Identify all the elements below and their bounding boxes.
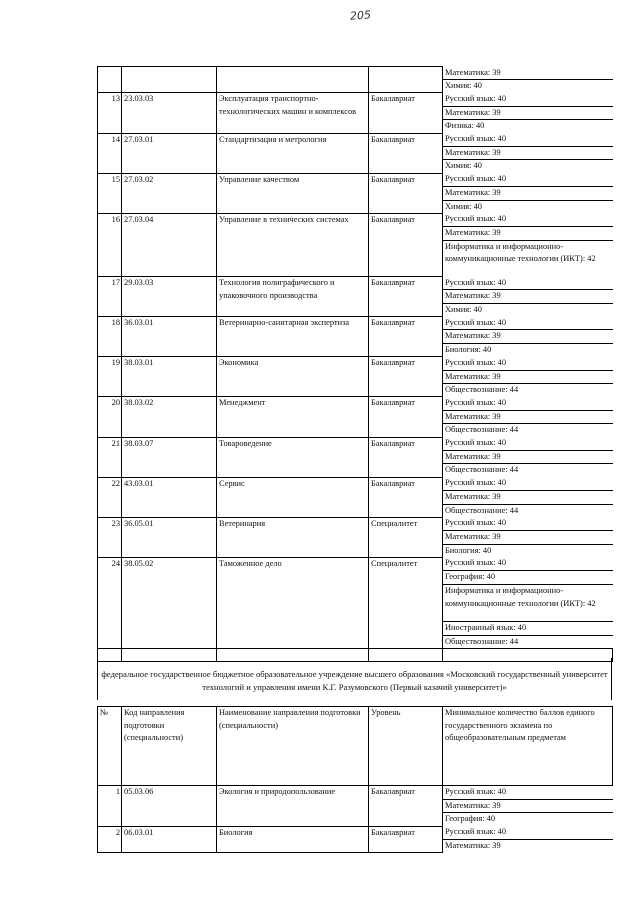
direction-name: Биология (217, 826, 369, 852)
table-row (98, 557, 613, 648)
row-number: 22 (98, 477, 122, 517)
education-level: Бакалавриат (369, 477, 443, 517)
subject-score: Русский язык: 40 (443, 397, 613, 410)
row-number: 23 (98, 517, 122, 557)
subject-score: Математика: 39 (443, 67, 613, 80)
header-level: Уровень (369, 707, 443, 786)
direction-code: 38.03.02 (122, 397, 217, 437)
direction-name: Менеджмент (217, 397, 369, 437)
education-level: Бакалавриат (369, 437, 443, 477)
subject-score: Математика: 39 (443, 226, 613, 240)
subject-score: Химия: 40 (445, 161, 482, 171)
table-header-row (98, 707, 613, 786)
table-row (98, 213, 613, 276)
subject-score: Русский язык: 40 (443, 93, 613, 106)
education-level: Бакалавриат (369, 786, 443, 827)
direction-name: Стандартизация и метрология (217, 133, 369, 173)
table-row (98, 173, 613, 213)
subject-score: Обществознание: 44 (445, 465, 519, 475)
subject-score: Обществознание: 44 (445, 385, 519, 395)
subject-score: Русский язык: 40 (443, 826, 613, 839)
education-level (369, 67, 443, 93)
education-level: Бакалавриат (369, 93, 443, 133)
subject-score: Русский язык: 40 (443, 317, 613, 330)
subject-score: Обществознание: 44 (445, 505, 519, 515)
direction-code: 36.03.01 (122, 317, 217, 357)
direction-code: 06.03.01 (122, 826, 217, 852)
page-number: 205 (349, 8, 372, 23)
subject-list (443, 477, 613, 517)
direction-code: 05.03.06 (122, 786, 217, 827)
subject-score: Русский язык: 40 (443, 213, 613, 226)
education-level: Бакалавриат (369, 213, 443, 276)
direction-name: Таможенное дело (217, 557, 369, 648)
education-level: Бакалавриат (369, 357, 443, 397)
subject-score: Математика: 39 (443, 330, 613, 344)
education-level: Специалитет (369, 517, 443, 557)
row-number: 15 (98, 173, 122, 213)
subject-score: Информатика и информационно-коммуникационные технологии (ИКТ): 42 (445, 241, 596, 264)
subject-score: Математика: 39 (443, 290, 613, 304)
subject-list (443, 317, 613, 357)
subject-score: Математика: 39 (443, 370, 613, 384)
subject-score: Математика: 39 (443, 450, 613, 464)
table-row (98, 477, 613, 517)
direction-name: Технология полиграфического и упаковочного производства (217, 277, 369, 317)
row-number: 18 (98, 317, 122, 357)
direction-code: 38.03.07 (122, 437, 217, 477)
table-row (98, 786, 613, 827)
education-level: Бакалавриат (369, 133, 443, 173)
subject-score: Химия: 40 (445, 305, 482, 315)
row-number: 14 (98, 133, 122, 173)
subject-score: Математика: 39 (443, 106, 613, 120)
subject-score: Математика: 39 (443, 490, 613, 504)
subject-score: Русский язык: 40 (443, 477, 613, 490)
subject-score: География: 40 (443, 571, 613, 585)
row-number: 17 (98, 277, 122, 317)
direction-code: 38.05.02 (122, 557, 217, 648)
direction-code: 43.03.01 (122, 477, 217, 517)
subject-list (443, 397, 613, 437)
direction-name: Ветеринария (217, 517, 369, 557)
row-number: 20 (98, 397, 122, 437)
table-row (98, 133, 613, 173)
direction-code: 36.05.01 (122, 517, 217, 557)
subject-score: Химия: 40 (445, 81, 482, 91)
subject-list (443, 826, 613, 852)
subject-score: Математика: 39 (443, 410, 613, 424)
header-name: Наименование направления подготовки (специальности) (217, 707, 369, 786)
direction-name: Эксплуатация транспортно-технологических машин и комплексов (217, 93, 369, 133)
subject-score: Химия: 40 (445, 201, 482, 211)
subject-score: Русский язык: 40 (443, 277, 613, 290)
subject-score: Русский язык: 40 (443, 786, 613, 799)
subject-score: Математика: 39 (443, 186, 613, 200)
subject-list (443, 133, 613, 173)
subject-list (443, 786, 613, 827)
admission-table-university (97, 706, 613, 853)
subject-list (443, 517, 613, 557)
header-subjects: Минимальное количество баллов единого государственного экзамена по общеобразовательным предметам (443, 707, 613, 786)
subject-score: Физика: 40 (445, 121, 485, 131)
subject-score: Русский язык: 40 (443, 437, 613, 450)
direction-code: 27.03.04 (122, 213, 217, 276)
subject-score: Биология: 40 (445, 545, 492, 555)
direction-name: Ветеринарно-санитарная экспертиза (217, 317, 369, 357)
table-row (98, 317, 613, 357)
direction-name: Экология и природопользование (217, 786, 369, 827)
education-level: Бакалавриат (369, 317, 443, 357)
subject-score: Математика: 39 (443, 146, 613, 160)
direction-name (217, 67, 369, 93)
subject-score: Иностранный язык: 40 (443, 621, 613, 635)
organization-title: федеральное государственное бюджетное образовательное учреждение высшего образования «Московский государственный университет технологий и управления имени К.Г. Разумовского (Первый казачий университет)» (101, 669, 608, 692)
subject-score: Русский язык: 40 (443, 133, 613, 146)
subject-score: География: 40 (445, 814, 496, 824)
direction-name: Управление качеством (217, 173, 369, 213)
direction-code (122, 67, 217, 93)
subject-score: Информатика и информационно-коммуникационные технологии (ИКТ): 42 (443, 584, 613, 621)
direction-code: 38.03.01 (122, 357, 217, 397)
education-level: Бакалавриат (369, 397, 443, 437)
direction-code: 29.03.03 (122, 277, 217, 317)
subject-list (443, 93, 613, 133)
row-number: 1 (98, 786, 122, 827)
education-level: Специалитет (369, 557, 443, 648)
direction-code: 27.03.02 (122, 173, 217, 213)
subject-list (443, 173, 613, 213)
subject-score: Русский язык: 40 (443, 173, 613, 186)
subject-score: Обществознание: 44 (445, 425, 519, 435)
table-row (98, 67, 613, 93)
subject-list (443, 437, 613, 477)
subject-list (443, 557, 613, 648)
education-level: Бакалавриат (369, 277, 443, 317)
table-row (98, 277, 613, 317)
education-level: Бакалавриат (369, 173, 443, 213)
row-number: 2 (98, 826, 122, 852)
subject-score: Русский язык: 40 (443, 357, 613, 370)
row-number: 16 (98, 213, 122, 276)
table-row (98, 93, 613, 133)
subject-list (443, 277, 613, 317)
subject-score: Обществознание: 44 (445, 636, 519, 646)
subject-list (443, 357, 613, 397)
subject-score: Математика: 39 (443, 531, 613, 545)
row-number: 24 (98, 557, 122, 648)
direction-name: Экономика (217, 357, 369, 397)
subject-score: Русский язык: 40 (443, 517, 613, 530)
row-number: 19 (98, 357, 122, 397)
table-row (98, 397, 613, 437)
row-number: 21 (98, 437, 122, 477)
admission-table-top (97, 66, 613, 662)
subject-list (443, 67, 613, 93)
table-row (98, 437, 613, 477)
header-code: Код направления подготовки (специальности) (122, 707, 217, 786)
table-row (98, 357, 613, 397)
subject-score: Математика: 39 (445, 840, 501, 850)
subject-score: Биология: 40 (445, 345, 492, 355)
direction-code: 23.03.03 (122, 93, 217, 133)
subject-list (443, 213, 613, 276)
table-row (98, 826, 613, 852)
education-level: Бакалавриат (369, 826, 443, 852)
subject-score: Математика: 39 (443, 799, 613, 813)
direction-name: Товароведение (217, 437, 369, 477)
direction-name: Сервис (217, 477, 369, 517)
table-row (98, 517, 613, 557)
direction-name: Управление в технических системах (217, 213, 369, 276)
header-number: № (98, 707, 122, 786)
row-number: 13 (98, 93, 122, 133)
row-number (98, 67, 122, 93)
subject-score: Русский язык: 40 (443, 557, 613, 570)
direction-code: 27.03.01 (122, 133, 217, 173)
